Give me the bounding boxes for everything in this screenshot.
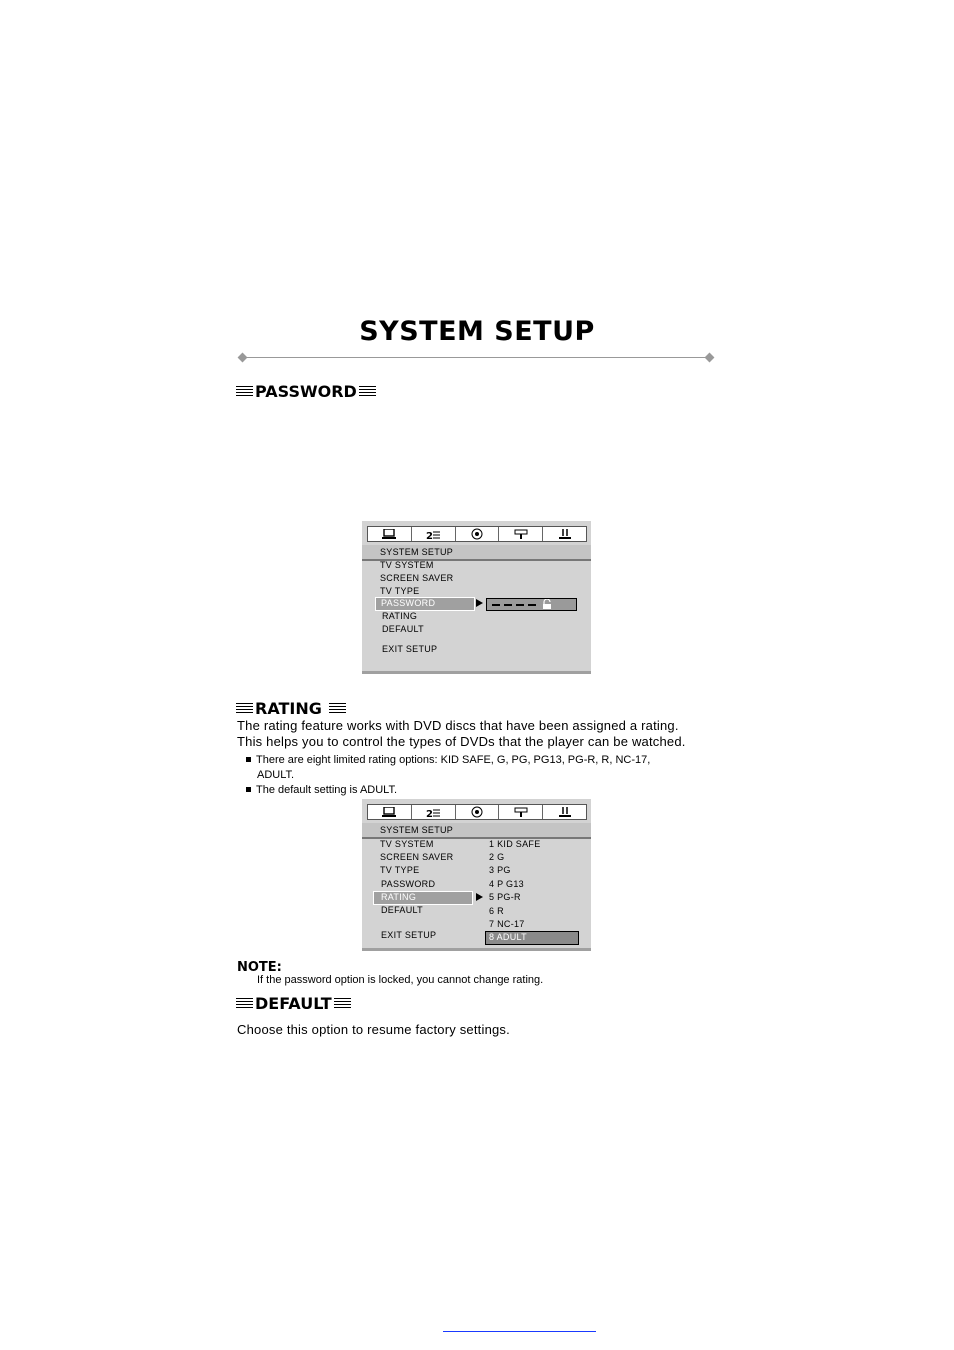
divider-end-right [705,353,715,363]
password-dash [492,604,500,606]
lock-icon [541,599,553,610]
default-description: Choose this option to resume factory settings. [237,1022,510,1037]
rating-bullet-2 [246,783,397,798]
menu-icon-bar [367,526,587,542]
password-dash [504,604,512,606]
password-dash [528,604,536,606]
language-icon [412,527,456,541]
rating-bullet-1 [246,753,650,768]
rating-heading [236,699,346,718]
rating-description-line1: The rating feature works with DVD discs that have been assigned a rating. [237,718,679,733]
menu-item-screen-saver[interactable]: SCREEN SAVER [380,573,454,583]
rating-bullet-1-text: There are eight limited rating options: KID SAFE, G, PG, PG13, PG-R, R, NC-17, [256,754,651,766]
bullet-icon [246,787,251,792]
rating-description-line2: This helps you to control the types of DVDs that the player can be watched. [237,734,686,749]
menu-item-default[interactable]: DEFAULT [381,905,423,915]
language-icon [412,805,456,819]
menu-item-password[interactable]: PASSWORD [381,598,436,608]
page-title: SYSTEM SETUP [359,316,595,347]
menu-header: SYSTEM SETUP [380,547,454,557]
menu-item-default[interactable]: DEFAULT [382,624,424,634]
default-heading-label: DEFAULT [255,994,332,1013]
menu-item-screen-saver[interactable]: SCREEN SAVER [380,852,454,862]
heading-bars-icon [236,998,253,1009]
rating-option-kid-safe[interactable]: 1 KID SAFE [489,839,541,849]
footer-link-underline[interactable] [443,1331,596,1332]
password-dash [516,604,524,606]
rating-option-g[interactable]: 2 G [489,852,505,862]
divider-end-left [238,353,248,363]
preference-icon [543,805,586,819]
heading-bars-icon [236,386,253,397]
menu-item-tv-type[interactable]: TV TYPE [380,586,420,596]
menu-item-rating[interactable]: RATING [382,611,418,621]
audio-icon [456,805,500,819]
rating-option-nc17[interactable]: 7 NC-17 [489,919,525,929]
submenu-arrow-icon [476,599,483,607]
menu-item-password[interactable]: PASSWORD [381,879,436,889]
monitor-icon [368,805,412,819]
password-heading [236,382,376,401]
title-divider [242,357,710,358]
menu-icon-bar [367,804,587,820]
password-menu-screenshot [362,521,591,674]
heading-bars-icon [334,998,351,1009]
menu-item-exit-setup[interactable]: EXIT SETUP [381,930,437,940]
monitor-icon [368,527,412,541]
audio-icon [456,527,500,541]
menu-item-tv-type[interactable]: TV TYPE [380,865,420,875]
rating-menu-screenshot [362,799,591,951]
video-icon [499,805,543,819]
submenu-arrow-icon [476,893,483,901]
video-icon [499,527,543,541]
default-heading [236,994,351,1013]
svg-text:2: 2 [426,530,434,540]
svg-text:2: 2 [426,808,434,818]
heading-bars-icon [236,703,253,714]
rating-option-r[interactable]: 6 R [489,906,504,916]
heading-bars-icon [359,386,376,397]
note-label: NOTE: [237,960,282,975]
rating-option-pg[interactable]: 3 PG [489,865,511,875]
rating-bullet-2-text: The default setting is ADULT. [256,784,398,796]
password-entry-field[interactable] [486,598,577,611]
bullet-icon [246,757,251,762]
password-heading-label: PASSWORD [255,382,357,401]
menu-item-tv-system[interactable]: TV SYSTEM [380,839,434,849]
menu-header: SYSTEM SETUP [380,825,454,835]
menu-item-exit-setup[interactable]: EXIT SETUP [382,644,438,654]
rating-option-pg-r[interactable]: 5 PG-R [489,892,521,902]
menu-item-tv-system[interactable]: TV SYSTEM [380,560,434,570]
note-text: If the password option is locked, you cannot change rating. [257,974,544,986]
rating-option-adult[interactable]: 8 ADULT [489,932,527,942]
rating-heading-label: RATING [255,699,322,718]
heading-bars-icon [329,703,346,714]
rating-bullet-1-cont: ADULT. [257,769,295,781]
preference-icon [543,527,586,541]
menu-item-rating[interactable]: RATING [381,892,417,902]
rating-option-pg13[interactable]: 4 P G13 [489,879,524,889]
